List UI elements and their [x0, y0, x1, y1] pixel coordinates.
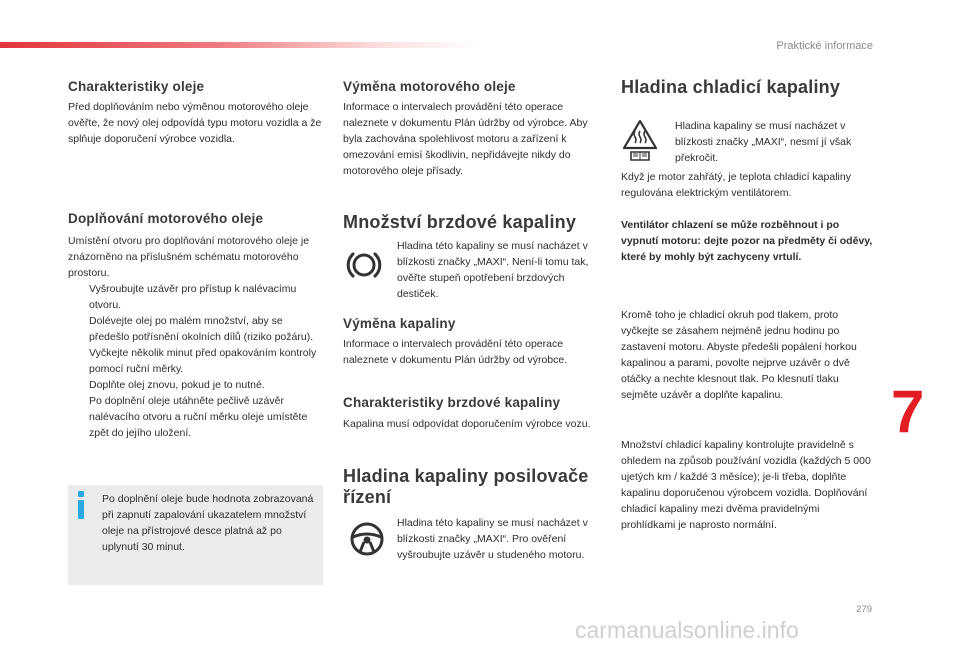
info-icon [76, 491, 86, 519]
chapter-number: 7 [891, 378, 925, 445]
oil-refill-steps [68, 281, 318, 441]
coolant-warning-icon [621, 118, 659, 162]
watermark: carmanualsonline.info [575, 617, 799, 643]
coolant-check-text: Množství chladicí kapaliny kontrolujte pravidelně s ohledem na způsob používání vozidla (každých 5 000 ujetých km / každé 3 měsíce); je-li třeba, doplňte kapalinu doporučenou výrobcem vozidla. Doplňování chladicí kapaliny mezi dvěma pravidelnými prohlídkami je naprosto normální. [621, 439, 871, 531]
heading-oil-refill: Doplňování motorového oleje [68, 211, 264, 226]
brake-fluid-level-text: Hladina této kapaliny se musí nacházet v blízkosti značky „MAXI“. Není-li tomu tak, ověřte stupeň opotřebení brzdových destiček. [397, 240, 589, 300]
list-item: Vyšroubujte uzávěr pro přístup k nalévacímu otvoru. [89, 283, 297, 311]
heading-brake-fluid-level: Množství brzdové kapaliny [343, 212, 577, 232]
info-box [68, 485, 323, 585]
brake-fluid-characteristics-text: Kapalina musí odpovídat doporučením výrobce vozu. [343, 418, 591, 430]
coolant-text-fan: Když je motor zahřátý, je teplota chladicí kapaliny regulována elektrickým ventilátorem. [621, 171, 851, 199]
oil-refill-text: Umístění otvoru pro doplňování motorového oleje je znázorněno na příslušném schématu motorového prostoru. [68, 235, 310, 279]
oil-change-text: Informace o intervalech provádění této operace naleznete v dokumentu Plán údržby od výrobce. Aby byla zachována spolehlivost motoru a zařízení k omezování emisí škodlivin, nepřidávejte nikdy do motorového oleje přísady. [343, 101, 588, 177]
list-item: Po doplnění oleje utáhněte pečlivě uzávěr nalévacího otvoru a ruční měrku oleje umístěte zpět do jejího uložení. [89, 395, 308, 439]
page-number: 279 [856, 604, 872, 615]
coolant-icon-text: Hladina kapaliny se musí nacházet v blízkosti značky „MAXI“, nesmí jí však překročit. [675, 120, 852, 164]
brake-fluid-icon [343, 244, 385, 286]
heading-oil-characteristics: Charakteristiky oleje [68, 79, 205, 94]
fluid-change-text: Informace o intervalech provádění této operace naleznete v dokumentu Plán údržby od výrobce. [343, 338, 568, 366]
coolant-fan-warning: Ventilátor chlazení se může rozběhnout i po vypnutí motoru: dejte pozor na předměty či oděvy, které by mohly být zachyceny vrtulí. [621, 219, 873, 263]
list-item: Doplňte olej znovu, pokud je to nutné. [89, 379, 265, 391]
section-title: Praktické informace [776, 40, 873, 52]
power-steering-fluid-text: Hladina této kapaliny se musí nacházet v blízkosti značky „MAXI“. Pro ověření vyšroubujte uzávěr u studeného motoru. [397, 517, 588, 561]
list-item: Dolévejte olej po malém množství, aby se předešlo potřísnění okolních dílů (riziko požáru). [89, 315, 314, 343]
header-accent-bar [0, 42, 480, 48]
list-item: Vyčkejte několik minut před opakováním kontroly pomocí ruční měrky. [89, 347, 317, 375]
info-text: Po doplnění oleje bude hodnota zobrazovaná při zapnutí zapalování ukazatelem množství oleje na přístrojové desce platná až po uplynutí 30 minut. [102, 493, 314, 553]
steering-wheel-icon [349, 521, 385, 557]
heading-brake-fluid-characteristics: Charakteristiky brzdové kapaliny [343, 395, 561, 410]
heading-coolant-level: Hladina chladicí kapaliny [621, 77, 841, 97]
heading-oil-change: Výměna motorového oleje [343, 79, 516, 94]
heading-power-steering-fluid: Hladina kapaliny posilovače řízení [343, 466, 589, 507]
coolant-pressure-text: Kromě toho je chladicí okruh pod tlakem, proto vyčkejte se zásahem nejméně jednu hodinu po zastavení motoru. Abyste předešli popálení horkou kapalinou a parami, povolte nejprve uzávěr o dvě otáčky a nechte klesnout tlak. Po klesnutí tlaku sejměte uzávěr a doplňte kapalinu. [621, 309, 857, 401]
oil-characteristics-text: Před doplňováním nebo výměnou motorového oleje ověřte, že nový olej odpovídá typu motoru vozidla a že splňuje doporučení výrobce vozidla. [68, 101, 322, 145]
heading-fluid-change: Výměna kapaliny [343, 316, 456, 331]
